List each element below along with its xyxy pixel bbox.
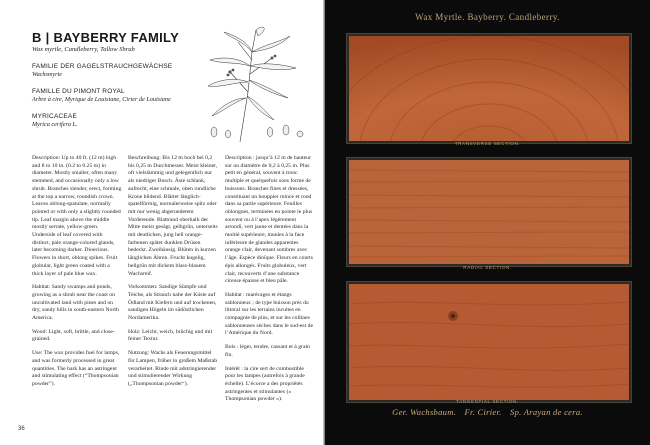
transverse-section-sample bbox=[347, 34, 631, 143]
latin-title: MYRICACEAE bbox=[32, 113, 77, 120]
radial-section-sample bbox=[347, 158, 631, 266]
tangential-wood-image bbox=[349, 284, 629, 400]
radial-label: RADIAL SECTION. bbox=[463, 265, 512, 270]
de-habitat: Vorkommen: Sandige Sümpfe und Teiche, als Strauch nahe der Küste auf Ödland mit Kiefern und auf trockenen, sandigen Hügeln im südöstlichen Nordamerika. bbox=[128, 284, 217, 322]
german-name: Wachsmyrte bbox=[32, 71, 63, 78]
page-number: 36 bbox=[18, 426, 25, 432]
radial-wood-image bbox=[349, 160, 629, 264]
latin-block bbox=[32, 113, 212, 128]
french-column bbox=[225, 155, 315, 410]
german-title: FAMILIE DER GAGELSTRAUCHGEWÄCHSE bbox=[32, 63, 173, 70]
family-title: B | BAYBERRY FAMILY bbox=[32, 30, 180, 45]
french-name: Arbre à cire, Myrique de Louisiane, Cirier de Louisiane bbox=[32, 96, 171, 103]
latin-name: Myrica cerifera L. bbox=[32, 121, 78, 128]
entry-header bbox=[32, 30, 212, 128]
foreign-names bbox=[325, 407, 650, 417]
botanical-illustration bbox=[200, 22, 312, 144]
de-description: Beschreibung: Bis 12 m hoch bei 0,2 bis 0,25 m Durchmesser. Meist kleiner, oft vielstämmig und gelegentlich nur als niedriger Busch. Äste schlank, aufrecht, eine schmale, oben rundliche Krone bildend. Blätter länglich-spatelförmig, normalerweise spitz oder mit nur wenig abgerundetem Vorderende. Blattrand oberhalb der Mitte meist gesägt, gelbgrün, unterseits mit deutlichen, jung hell orange-farbenen später dunklen Drüsen bedeckt. Zweihäusig. Blüten in kurzen länglichen Ähren. Frucht kugelig, hellgrün mit dickem blass-blauem Wachsreif. bbox=[128, 155, 218, 277]
de-use: Nutzung: Wachs als Feuerungsmittel für Lampen, früher in großem Maßstab verarbeitet. Rinde mit adstringierender und stimulierender Wirkung („Thompsonian powder“). bbox=[128, 350, 218, 387]
en-description: Description: Up to 40 ft. (12 m) high and 8 to 10 in. (0.2 to 0.25 m) in diameter. Mostly smaller, often many stemmed, and occasionally only a low shrub. Branches slender, erect, forming at the top a narrow, roundish crown. Leaves oblong-spatulate, normally pointed or with only a slightly rounded tip. Leaf margin above the middle mostly serrate, yellow-green. Underside of leaf covered with distinct, pale orange-colored glands, later becoming darker. Dioecious. Flowers in short, oblong spikes. Fruit globular, light green coated with a thick layer of pale blue wax. bbox=[32, 155, 122, 277]
fr-habitat: Habitat : marécages et étangs sablonneux ; de type buisson près du littoral sur les terrains incultes en compagnie de pins, et sur les collines sablonneuses sèches dans le sud-est de l’Amérique du Nord. bbox=[225, 291, 313, 337]
tangential-section-sample bbox=[347, 282, 631, 402]
fr-description: Description : jusqu’à 12 m de hauteur sur un diamètre de 0,2 à 0,25 m. Plus petit en général, souvent à tronc multiple et quelquefois sous forme de buissons. Branches fines et dressées, constituant un houppier mince et rond dans sa partie supérieure. Feuilles oblongues, terminées en pointe le plus souvent ou à l’apex légèrement arrondi, vert jaune et dentées dans la moitié supérieure, munies à la face inférieure de glandes apparentes orange clair, devenant sombres avec l’âge. Espèce dioïque. Fleurs en courts épis allongés. Fruits globuleux, vert clair, recouverts d’une substance cireuse épaisse et bleu pâle. bbox=[225, 155, 313, 285]
right-page-plate bbox=[325, 0, 650, 445]
fr-use: Intérêt : la cire sert de combustible pour les lampes (autrefois à grande échelle). L’écorce a des propriétés astringentes et stimulantes (« Thompsonian powder »). bbox=[225, 365, 305, 403]
de-wood: Holz: Leicht, weich, brüchig und mit feiner Textur. bbox=[128, 328, 213, 343]
german-block bbox=[32, 63, 212, 78]
en-habitat: Habitat: Sandy swamps and ponds, growing as a shrub near the coast on uncultivated land with pines and on dry, sandy hills in south-eastern North America. bbox=[32, 284, 119, 322]
french-title: FAMILLE DU PIMONT ROYAL bbox=[32, 88, 125, 95]
plate-title: Wax Myrtle. Bayberry. Candleberry. bbox=[415, 12, 560, 22]
transverse-label: TRANSVERSE SECTION. bbox=[454, 141, 521, 146]
german-common-name: Ger. Wachsbaum. bbox=[392, 407, 457, 417]
en-wood: Wood: Light, soft, brittle, and close-grained. bbox=[32, 328, 115, 343]
tangential-label: TANGENTIAL SECTION. bbox=[456, 399, 519, 404]
french-block bbox=[32, 88, 212, 103]
english-column bbox=[32, 155, 122, 395]
en-use: Use: The wax provides fuel for lamps, and was formerly processed in great quantities. The bark has an astringent and stimulating effect (“Thompsonian powder”). bbox=[32, 350, 120, 387]
transverse-wood-image bbox=[349, 36, 629, 141]
french-common-name: Fr. Cirier. bbox=[464, 407, 502, 417]
german-column bbox=[128, 155, 218, 395]
common-names: Wax myrtle, Candleberry, Tallow Shrub bbox=[32, 46, 135, 53]
spanish-common-name: Sp. Arayan de cera. bbox=[510, 407, 583, 417]
fr-wood: Bois : léger, tendre, cassant et à grain fin. bbox=[225, 344, 310, 358]
